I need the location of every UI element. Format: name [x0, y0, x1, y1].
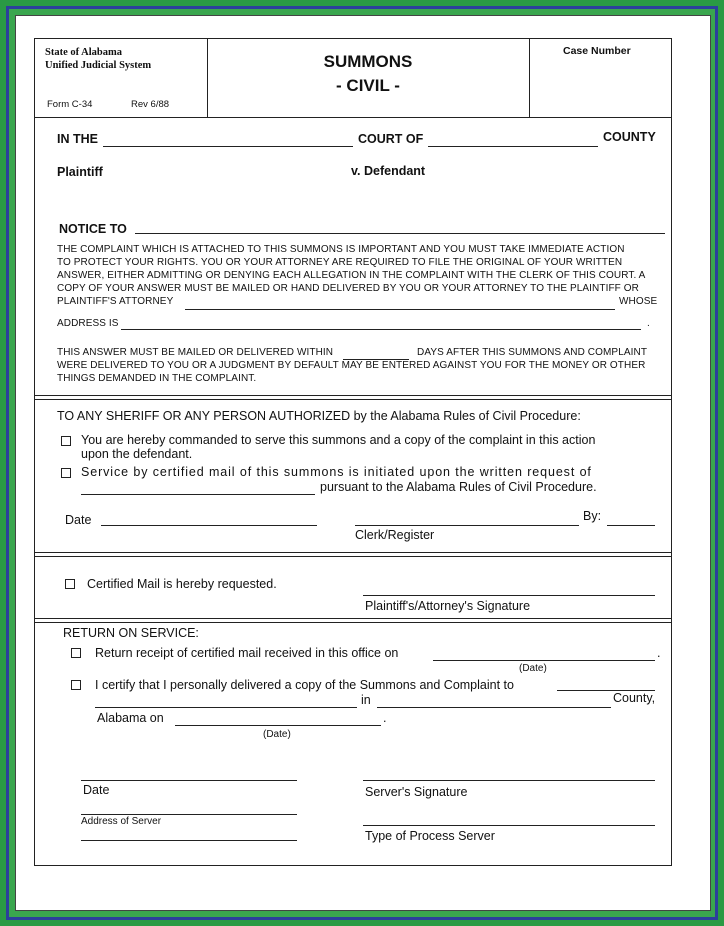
receipt-date-caption: (Date)	[519, 663, 547, 674]
plaintiff-label: Plaintiff	[57, 165, 103, 179]
return-receipt-text: Return receipt of certified mail received in this office on	[95, 646, 399, 660]
sheriff-heading: TO ANY SHERIFF OR ANY PERSON AUTHORIZED by the Alabama Rules of Civil Procedure:	[57, 409, 581, 423]
case-number-label: Case Number	[563, 45, 631, 57]
delivery-county-field[interactable]	[377, 707, 611, 708]
header-divider	[35, 117, 671, 118]
service-date-label: Date	[83, 783, 110, 797]
days-after-label: DAYS AFTER THIS SUMMONS AND COMPLAINT	[417, 347, 648, 358]
personal-delivery-text: I certify that I personally delivered a copy of the Summons and Complaint to	[95, 678, 514, 692]
header-title-cell	[207, 39, 530, 117]
certified-service-text-1: Service by certified mail of this summons is initiated upon the written request of	[81, 465, 592, 479]
receipt-date-field[interactable]	[433, 660, 655, 661]
clerk-register-label: Clerk/Register	[355, 528, 435, 542]
notice-to-field[interactable]	[135, 233, 665, 234]
delivery-date-period: .	[383, 711, 387, 725]
clerk-signature-field[interactable]	[355, 525, 579, 526]
server-address-label: Address of Server	[81, 816, 162, 827]
server-address-field-2[interactable]	[81, 840, 297, 841]
notice-line-3: ANSWER, EITHER ADMITTING OR DENYING EACH ALLEGATION IN THE COMPLAINT WITH THE CLERK OF THIS COURT. A	[57, 270, 646, 281]
by-label: By:	[583, 509, 602, 523]
system-label: Unified Judicial System	[45, 60, 152, 71]
delivered-to-field-2[interactable]	[95, 707, 357, 708]
return-receipt-checkbox[interactable]	[71, 648, 81, 658]
certified-divider	[35, 618, 671, 623]
header-left-cell	[35, 39, 208, 117]
form-number: Form C-34	[47, 99, 93, 110]
court-of-label: COURT OF	[358, 132, 424, 146]
certified-mail-text: Certified Mail is hereby requested.	[87, 577, 277, 591]
sheriff-divider	[35, 552, 671, 557]
plaintiff-signature-field[interactable]	[363, 595, 655, 596]
service-date-field[interactable]	[81, 780, 297, 781]
summons-form	[34, 38, 672, 866]
sheriff-date-label: Date	[65, 513, 92, 527]
mailed-within-label: THIS ANSWER MUST BE MAILED OR DELIVERED WITHIN	[57, 347, 334, 358]
sheriff-date-field[interactable]	[101, 525, 317, 526]
delivery-date-field[interactable]	[175, 725, 381, 726]
process-server-type-field[interactable]	[363, 825, 655, 826]
plaintiffs-attorney-label: PLAINTIFF'S ATTORNEY	[57, 296, 174, 307]
notice-divider	[35, 395, 671, 400]
certified-mail-checkbox[interactable]	[65, 579, 75, 589]
delivery-date-caption: (Date)	[263, 729, 291, 740]
serve-summons-text-1: You are hereby commanded to serve this summons and a copy of the complaint in this action	[81, 433, 596, 447]
in-label: in	[361, 693, 371, 707]
county-label: COUNTY	[603, 130, 656, 144]
address-period: .	[647, 318, 650, 329]
county-comma-label: County,	[613, 691, 656, 705]
server-address-field[interactable]	[81, 814, 297, 815]
plaintiff-signature-label: Plaintiff's/Attorney's Signature	[365, 599, 531, 613]
receipt-period: .	[657, 646, 661, 660]
personal-delivery-checkbox[interactable]	[71, 680, 81, 690]
server-signature-label: Server's Signature	[365, 785, 468, 799]
certified-service-checkbox[interactable]	[61, 468, 71, 478]
server-signature-field[interactable]	[363, 780, 655, 781]
requester-field[interactable]	[81, 494, 315, 495]
by-field[interactable]	[607, 525, 655, 526]
notice-to-label: NOTICE TO	[59, 222, 127, 236]
notice-line-4: COPY OF YOUR ANSWER MUST BE MAILED OR HAND DELIVERED BY YOU OR YOUR ATTORNEY TO THE PLAINTIFF OR	[57, 283, 639, 294]
certified-service-text-2: pursuant to the Alabama Rules of Civil Procedure.	[320, 480, 597, 494]
process-server-type-label: Type of Process Server	[365, 829, 495, 843]
attorney-name-field[interactable]	[185, 309, 615, 310]
notice-line-7: THINGS DEMANDED IN THE COMPLAINT.	[57, 373, 257, 384]
address-is-label: ADDRESS IS	[57, 318, 119, 329]
page-title: SUMMONS	[323, 52, 413, 71]
case-number-cell	[529, 39, 671, 117]
notice-line-6: WERE DELIVERED TO YOU OR A JUDGMENT BY DEFAULT MAY BE ENTERED AGAINST YOU FOR THE MONEY OR OTHER	[57, 360, 646, 371]
page-subtitle: - CIVIL -	[336, 76, 400, 95]
defendant-label: v. Defendant	[351, 164, 426, 178]
in-the-label: IN THE	[57, 132, 98, 146]
notice-line-2: TO PROTECT YOUR RIGHTS. YOU OR YOUR ATTORNEY ARE REQUIRED TO FILE THE ORIGINAL OF YOUR WRITTEN	[57, 257, 623, 268]
return-heading: RETURN ON SERVICE:	[63, 626, 199, 640]
rev-number: Rev 6/88	[131, 99, 170, 110]
alabama-on-label: Alabama on	[97, 711, 164, 725]
notice-line-1: THE COMPLAINT WHICH IS ATTACHED TO THIS SUMMONS IS IMPORTANT AND YOU MUST TAKE IMMEDIATE ACTION	[57, 244, 625, 255]
county-name-field[interactable]	[428, 146, 598, 147]
court-name-field[interactable]	[103, 146, 353, 147]
whose-label: WHOSE	[619, 296, 658, 307]
attorney-address-field[interactable]	[121, 329, 641, 330]
state-label: State of Alabama	[45, 47, 122, 58]
serve-summons-checkbox[interactable]	[61, 436, 71, 446]
serve-summons-text-2: upon the defendant.	[81, 447, 193, 461]
